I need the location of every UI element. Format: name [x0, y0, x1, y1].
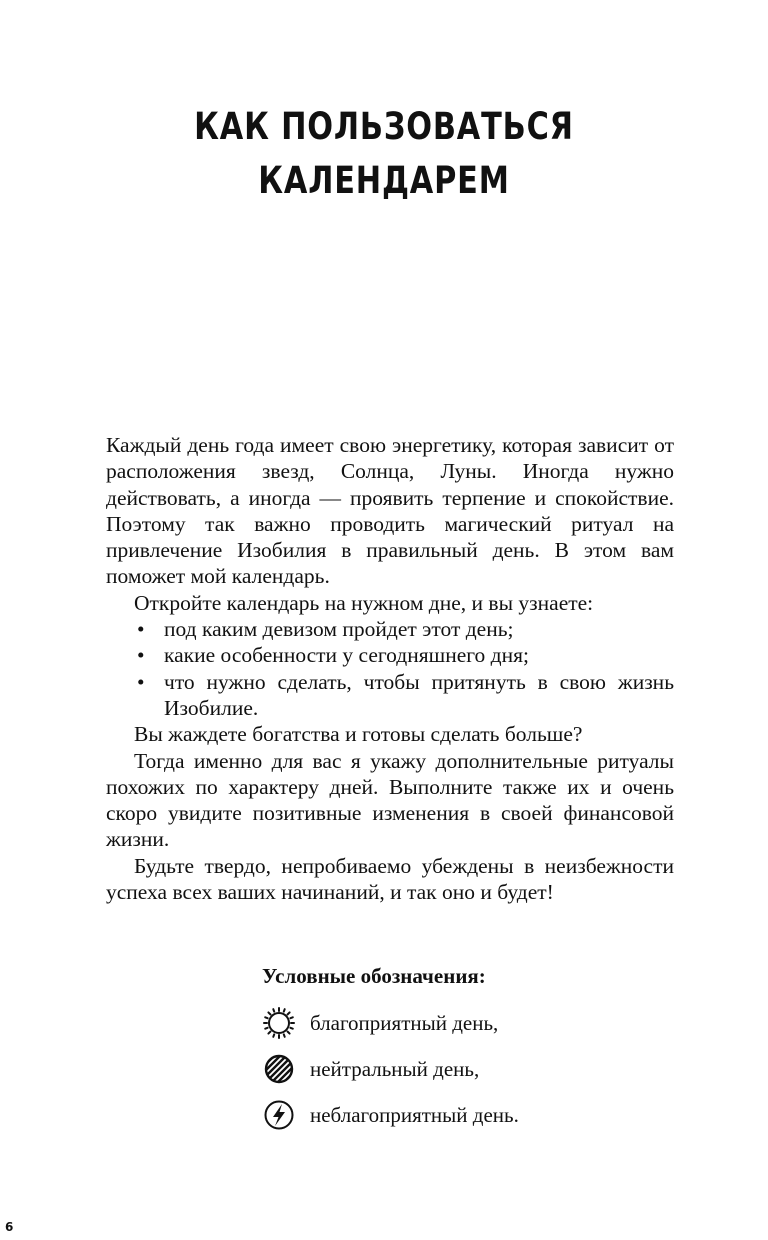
page-title-line-2: КАЛЕНДАРЕМ	[258, 159, 510, 202]
list-item	[137, 642, 674, 668]
bullet-marker: •	[137, 669, 145, 694]
lightning-icon	[262, 1098, 296, 1132]
bullet-marker: •	[137, 643, 145, 668]
legend-item-neutral	[262, 1052, 662, 1086]
list-item	[137, 669, 674, 722]
page-title-line-1: КАК ПОЛЬЗОВАТЬСЯ	[194, 105, 574, 148]
list-item-text: под каким девизом пройдет этот день;	[164, 617, 514, 642]
bullet-list	[106, 616, 674, 721]
bullet-marker: •	[137, 617, 145, 642]
legend-label-unfavorable: неблагоприятный день.	[310, 1102, 519, 1127]
legend-label-favorable: благоприятный день,	[310, 1010, 499, 1035]
legend-item-unfavorable	[262, 1098, 662, 1132]
list-item-text: какие особенности у сегодняшнего дня;	[164, 643, 529, 668]
closing-paragraph: Будьте твердо, непробиваемо убеждены в неизбежности успеха всех ваших начинаний, и так оно и будет!	[106, 853, 674, 905]
legend-item-favorable	[262, 1006, 662, 1040]
page-title	[69, 100, 699, 208]
legend	[262, 962, 662, 1144]
list-item-text: что нужно сделать, чтобы притянуть в свою жизнь Изобилие.	[164, 669, 674, 720]
body-text	[106, 432, 674, 905]
hatched-circle-icon	[262, 1052, 296, 1086]
sun-icon	[262, 1006, 296, 1040]
page-number: 6	[5, 1220, 14, 1234]
intro-paragraph: Каждый день года имеет свою энергетику, которая зависит от расположения звезд, Солнца, Луны. Иногда нужно действовать, а иногда — проявить терпение и спокойствие. Поэтому так важно проводить магический ритуал на привлечение Изобилия в правильный день. В этом вам поможет мой календарь.	[106, 433, 674, 589]
list-intro-paragraph: Откройте календарь на нужном дне, и вы узнаете:	[134, 590, 594, 615]
rituals-paragraph: Тогда именно для вас я укажу дополнительные ритуалы похожих по характеру дней. Выполните также их и очень скоро увидите позитивные изменения в своей финансовой жизни.	[106, 748, 674, 852]
legend-title: Условные обозначения:	[262, 964, 486, 988]
list-item	[137, 616, 674, 642]
legend-label-neutral: нейтральный день,	[310, 1056, 480, 1081]
question-paragraph: Вы жаждете богатства и готовы сделать больше?	[134, 722, 583, 747]
